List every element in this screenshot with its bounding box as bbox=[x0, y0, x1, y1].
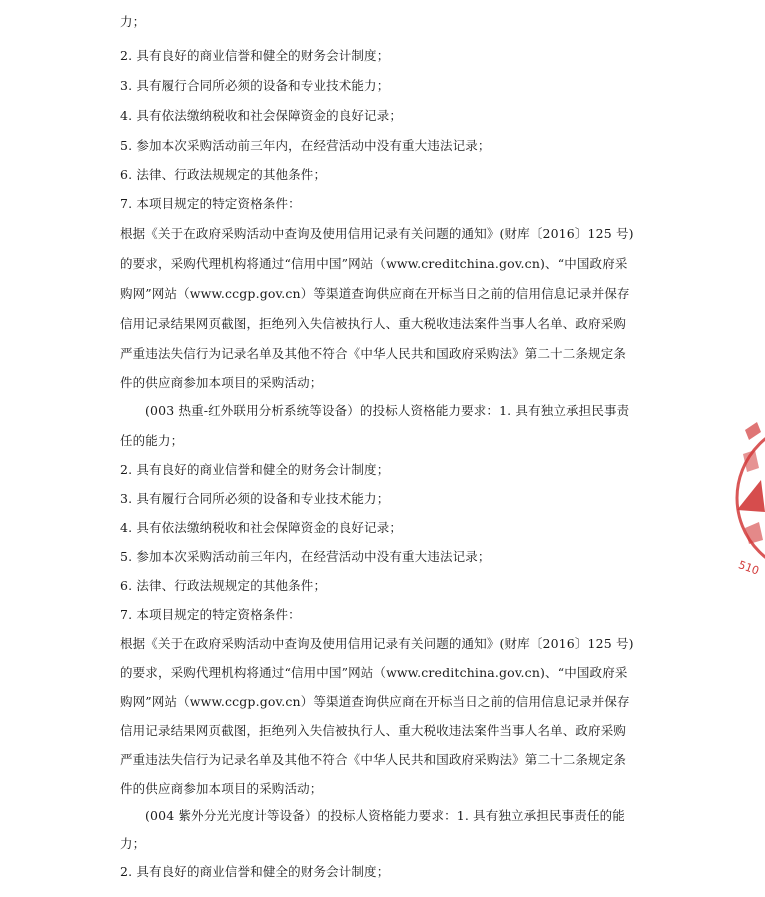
text-line: 7. 本项目规定的特定资格条件： bbox=[120, 607, 301, 622]
text-line: 购网”网站（www.ccgp.gov.cn）等渠道查询供应商在开标当日之前的信用信息记录并保存 bbox=[120, 286, 630, 301]
text-line: 4. 具有依法缴纳税收和社会保障资金的良好记录； bbox=[120, 520, 403, 535]
text-line: 信用记录结果网页截图，拒绝列入失信被执行人、重大税收违法案件当事人名单、政府采购 bbox=[120, 723, 627, 738]
text-line: 信用记录结果网页截图，拒绝列入失信被执行人、重大税收违法案件当事人名单、政府采购 bbox=[120, 316, 627, 331]
section-003-heading: (003 热重-红外联用分析系统等设备）的投标人资格能力要求：1. 具有独立承担民事责 bbox=[145, 403, 630, 418]
text-line: 6. 法律、行政法规规定的其他条件； bbox=[120, 167, 327, 182]
text-line: 6. 法律、行政法规规定的其他条件； bbox=[120, 578, 327, 593]
text-line: 购网”网站（www.ccgp.gov.cn）等渠道查询供应商在开标当日之前的信用信息记录并保存 bbox=[120, 694, 630, 709]
text-line: 5. 参加本次采购活动前三年内，在经营活动中没有重大违法记录； bbox=[120, 138, 491, 153]
text-line: 力； bbox=[120, 836, 146, 851]
red-seal-stamp bbox=[735, 410, 765, 585]
text-line: 7. 本项目规定的特定资格条件： bbox=[120, 196, 301, 211]
text-line: 2. 具有良好的商业信誉和健全的财务会计制度； bbox=[120, 48, 390, 63]
text-line: 任的能力； bbox=[120, 433, 184, 448]
text-line: 2. 具有良好的商业信誉和健全的财务会计制度； bbox=[120, 864, 390, 879]
text-line: 2. 具有良好的商业信誉和健全的财务会计制度； bbox=[120, 462, 390, 477]
seal-graphic bbox=[735, 410, 765, 585]
text-line: 的要求，采购代理机构将通过“信用中国”网站（www.creditchina.gov.cn)、“中国政府采 bbox=[120, 665, 628, 680]
text-line: 3. 具有履行合同所必须的设备和专业技术能力； bbox=[120, 78, 390, 93]
section-004-heading: (004 紫外分光光度计等设备）的投标人资格能力要求：1. 具有独立承担民事责任的能 bbox=[145, 808, 625, 823]
text-line: 根据《关于在政府采购活动中查询及使用信用记录有关问题的通知》(财库〔2016〕125 号) bbox=[120, 636, 634, 651]
text-line: 3. 具有履行合同所必须的设备和专业技术能力； bbox=[120, 491, 390, 506]
text-line: 根据《关于在政府采购活动中查询及使用信用记录有关问题的通知》(财库〔2016〕125 号) bbox=[120, 226, 634, 241]
text-line: 件的供应商参加本项目的采购活动； bbox=[120, 375, 323, 390]
text-line: 力； bbox=[120, 14, 146, 29]
text-line: 4. 具有依法缴纳税收和社会保障资金的良好记录； bbox=[120, 108, 403, 123]
text-line: 严重违法失信行为记录名单及其他不符合《中华人民共和国政府采购法》第二十二条规定条 bbox=[120, 346, 627, 361]
text-line: 的要求，采购代理机构将通过“信用中国”网站（www.creditchina.gov.cn)、“中国政府采 bbox=[120, 256, 628, 271]
text-line: 严重违法失信行为记录名单及其他不符合《中华人民共和国政府采购法》第二十二条规定条 bbox=[120, 752, 627, 767]
text-line: 件的供应商参加本项目的采购活动； bbox=[120, 781, 323, 796]
text-line: 5. 参加本次采购活动前三年内，在经营活动中没有重大违法记录； bbox=[120, 549, 491, 564]
svg-text:510: 510 bbox=[736, 558, 761, 578]
